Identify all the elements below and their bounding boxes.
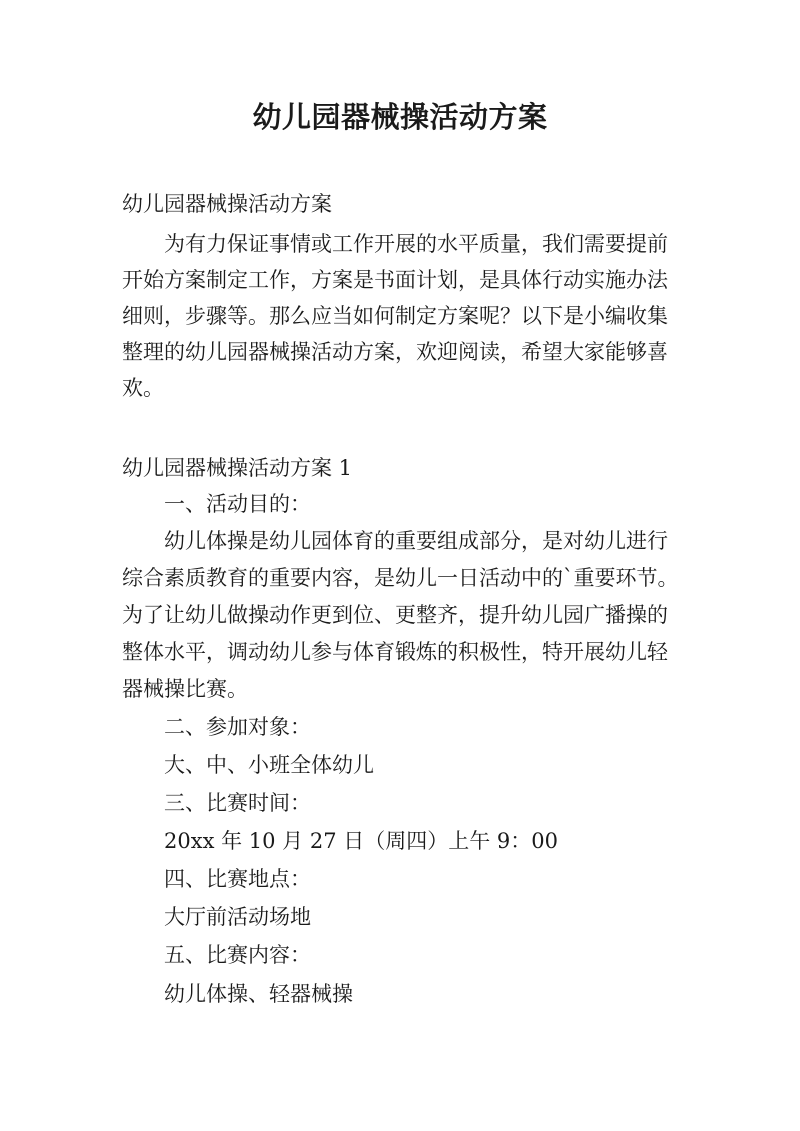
goal-heading: 一、活动目的： <box>164 492 311 516</box>
intro-line-1: 为有力保证事情或工作开展的水平质量，我们需要提前 <box>164 232 668 256</box>
participants-heading: 二、参加对象： <box>164 715 311 739</box>
time-text: 20xx 年 10 月 27 日（周四）上午 9：00 <box>164 829 558 853</box>
section-title: 幼儿园器械操活动方案 1 <box>122 456 353 480</box>
intro-line-2: 开始方案制定工作，方案是书面计划，是具体行动实施办法 <box>122 268 668 292</box>
goal-line-1: 幼儿体操是幼儿园体育的重要组成部分，是对幼儿进行 <box>164 529 668 553</box>
goal-line-3: 为了让幼儿做操动作更到位、更整齐，提升幼儿园广播操的 <box>122 603 668 627</box>
goal-line-4: 整体水平，调动幼儿参与体育锻炼的积极性，特开展幼儿轻 <box>122 640 668 664</box>
participants-text: 大、中、小班全体幼儿 <box>164 753 374 777</box>
document-title: 幼儿园器械操活动方案 <box>252 100 548 134</box>
content-text: 幼儿体操、轻器械操 <box>164 982 353 1006</box>
place-text: 大厅前活动场地 <box>164 905 311 929</box>
content-heading: 五、比赛内容： <box>164 943 311 967</box>
place-heading: 四、比赛地点： <box>164 867 311 891</box>
intro-line-3: 细则，步骤等。那么应当如何制定方案呢？以下是小编收集 <box>122 304 668 328</box>
document-subtitle: 幼儿园器械操活动方案 <box>122 192 332 216</box>
goal-line-2: 综合素质教育的重要内容，是幼儿一日活动中的`重要环节。 <box>122 566 679 590</box>
time-heading: 三、比赛时间： <box>164 791 311 815</box>
intro-line-5: 欢。 <box>122 376 164 400</box>
intro-line-4: 整理的幼儿园器械操活动方案，欢迎阅读，希望大家能够喜 <box>122 340 668 364</box>
goal-line-5: 器械操比赛。 <box>122 677 248 701</box>
